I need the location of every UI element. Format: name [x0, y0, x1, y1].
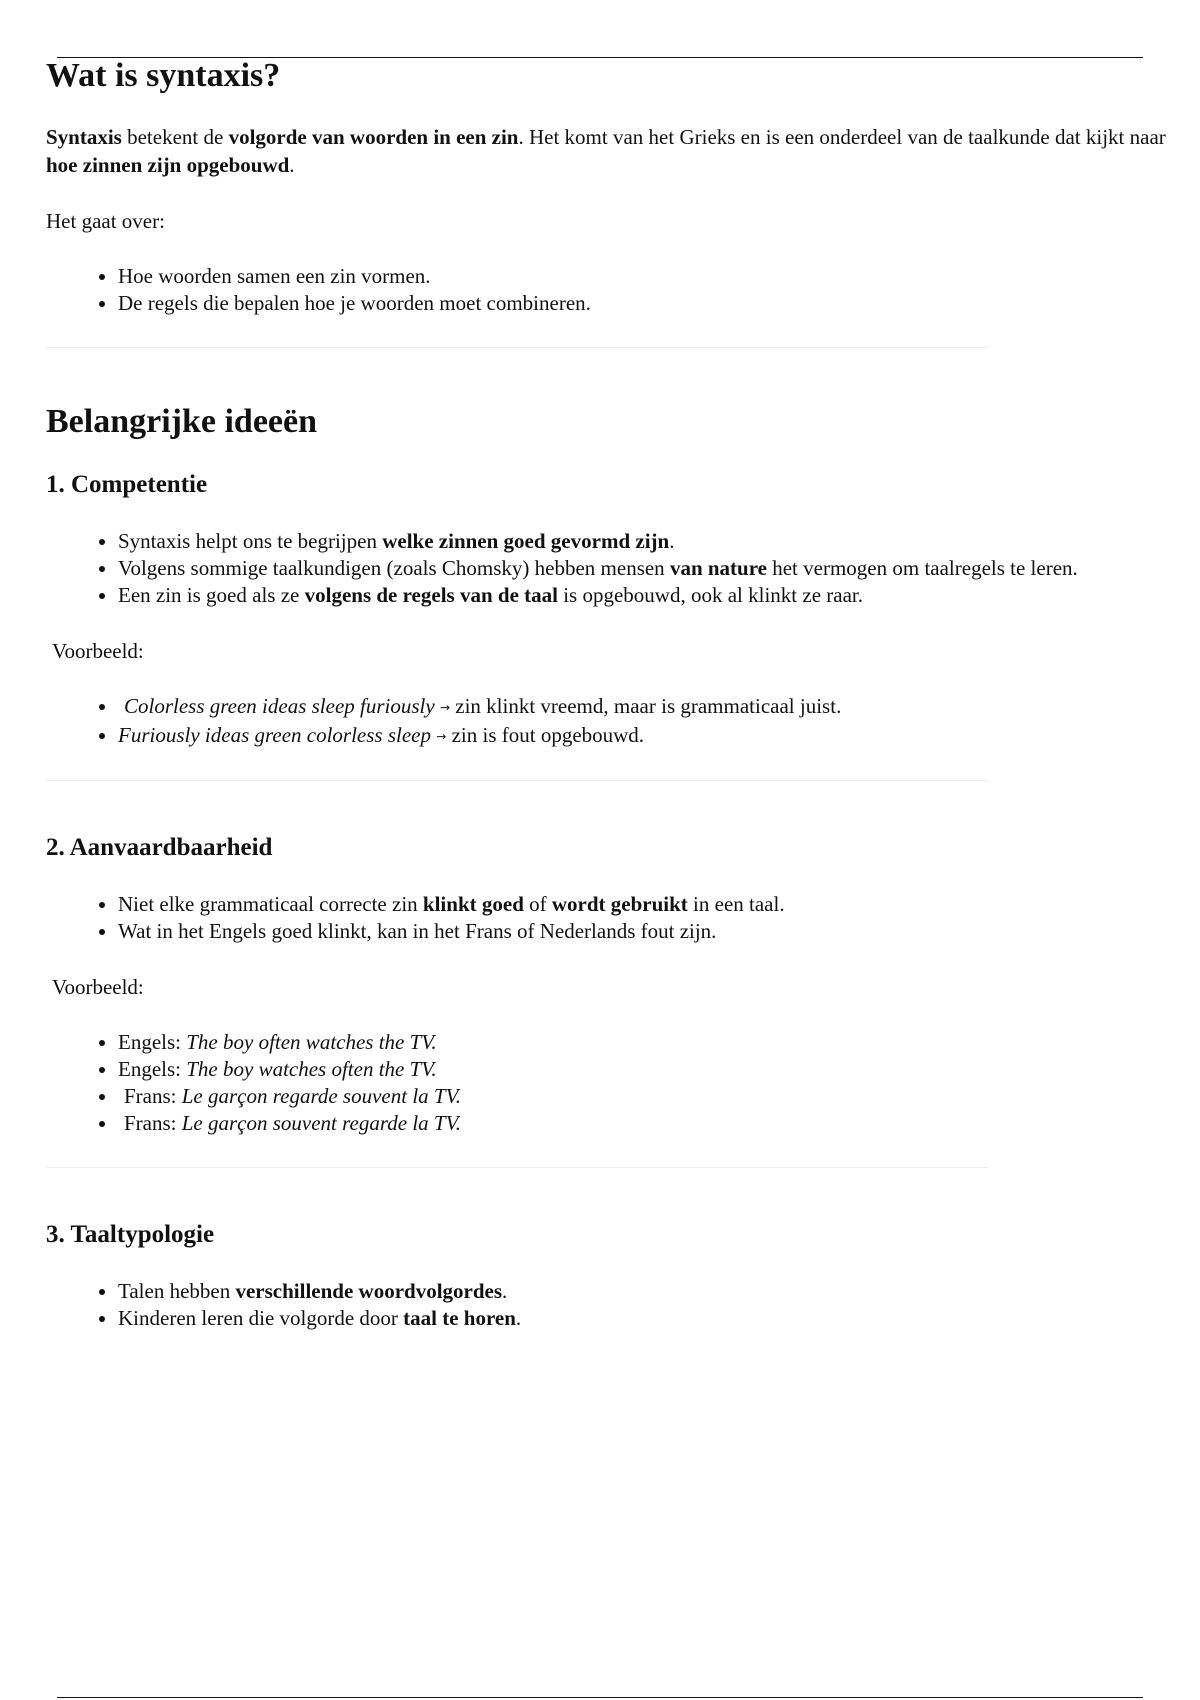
- example-label: Voorbeeld:: [52, 639, 144, 663]
- intro-paragraph: Syntaxis betekent de volgorde van woorden in een zin. Het komt van het Grieks en is een onderdeel van de taalkunde dat kijkt naar hoe zinnen zijn opgebouwd.: [46, 125, 1166, 177]
- section-title-wat-is-syntaxis: Wat is syntaxis?: [46, 57, 281, 94]
- divider: [46, 780, 988, 781]
- syntaxis-bullet-list: [46, 263, 1176, 317]
- divider: [46, 347, 988, 348]
- section-title-belangrijke-ideeen: Belangrijke ideeën: [46, 403, 318, 440]
- document-page: [46, 56, 1176, 1332]
- subsection-title-aanvaardbaarheid: 2. Aanvaardbaarheid: [46, 834, 273, 862]
- taaltypologie-bullet-list: [46, 1278, 1176, 1332]
- subsection-title-competentie: 1. Competentie: [46, 471, 208, 498]
- list-item: • Niet elke grammaticaal correcte zin klinkt goed of wordt gebruikt in een taal.: [118, 891, 1176, 918]
- subsection-title-taaltypologie: 3. Taaltypologie: [46, 1221, 215, 1249]
- list-item: • Wat in het Engels goed klinkt, kan in het Frans of Nederlands fout zijn.: [118, 918, 1176, 945]
- aanvaardbaarheid-bullet-list: [46, 891, 1176, 945]
- list-item: • Furiously ideas green colorless sleep → zin is fout opgebouwd.: [118, 722, 1176, 751]
- competentie-example-list: [46, 693, 1176, 750]
- competentie-bullet-list: [46, 528, 1176, 609]
- example-label: Voorbeeld:: [52, 975, 144, 1000]
- divider: [46, 1167, 988, 1168]
- list-item: • De regels die bepalen hoe je woorden moet combineren.: [118, 290, 1176, 317]
- arrow-icon: →: [436, 729, 447, 744]
- arrow-icon: →: [439, 700, 451, 715]
- list-item: • Engels: The boy often watches the TV.: [118, 1029, 1176, 1056]
- list-item: • Kinderen leren die volgorde door taal te horen.: [118, 1305, 1176, 1332]
- list-item: • Volgens sommige taalkundigen (zoals Chomsky) hebben mensen van nature het vermogen om taalregels te leren.: [118, 555, 1176, 582]
- list-item: • Engels: The boy watches often the TV.: [118, 1056, 1176, 1083]
- list-item: • Talen hebben verschillende woordvolgordes.: [118, 1278, 1176, 1305]
- list-item: • Syntaxis helpt ons te begrijpen welke zinnen goed gevormd zijn.: [118, 528, 1176, 555]
- list-item: • Frans: Le garçon souvent regarde la TV.: [118, 1110, 1176, 1137]
- list-item: • Hoe woorden samen een zin vormen.: [118, 263, 1176, 290]
- list-item: • Frans: Le garçon regarde souvent la TV.: [118, 1083, 1176, 1110]
- list-item: • Colorless green ideas sleep furiously → zin klinkt vreemd, maar is grammaticaal juist.: [118, 693, 1176, 722]
- lead-text: Het gaat over:: [46, 209, 165, 233]
- list-item: • Een zin is goed als ze volgens de regels van de taal is opgebouwd, ook al klinkt ze raar.: [118, 582, 1176, 609]
- footer-rule: [57, 1697, 1143, 1698]
- aanvaardbaarheid-example-list: [46, 1029, 1176, 1137]
